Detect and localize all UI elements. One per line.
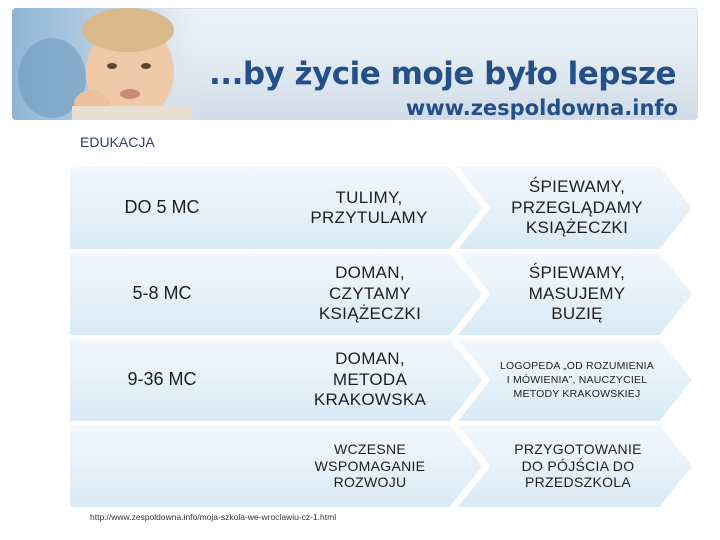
activity-text: DOMAN, CZYTAMY KSIĄŻECZKI — [318, 263, 422, 324]
banner-url: www.zespoldowna.info — [405, 96, 678, 120]
age-label — [92, 425, 232, 507]
activity-text: ŚPIEWAMY, MASUJEMY BUZIĘ — [528, 263, 626, 324]
age-label: 9-36 MC — [127, 369, 197, 390]
banner-slogan: ...by życie moje było lepsze — [209, 56, 676, 92]
age-label: DO 5 MC — [124, 197, 200, 218]
age-label: 5-8 MC — [132, 283, 192, 304]
activity-text: LOGOPEDA „OD ROZUMIENIA I MÓWIENIA”, NAUCZYCIEL METODY KRAKOWSKIEJ — [500, 359, 654, 401]
section-label: EDUKACJA — [80, 134, 155, 150]
activity-text: TULIMY, PRZYTULAMY — [310, 187, 428, 227]
activity-text: DOMAN, METODA KRAKOWSKA — [313, 349, 427, 410]
activity-text: PRZYGOTOWANIE DO PÓJŚCIA DO PRZEDSZKOLA — [514, 440, 642, 491]
activity-text: WCZESNE WSPOMAGANIE ROZWOJU — [314, 440, 426, 491]
activity-text: ŚPIEWAMY, PRZEGLĄDAMY KSIĄŻECZKI — [511, 177, 643, 238]
source-link[interactable]: http://www.zespoldowna.info/moja-szkola-we-wroclawiu-cz-1.html — [90, 512, 337, 522]
